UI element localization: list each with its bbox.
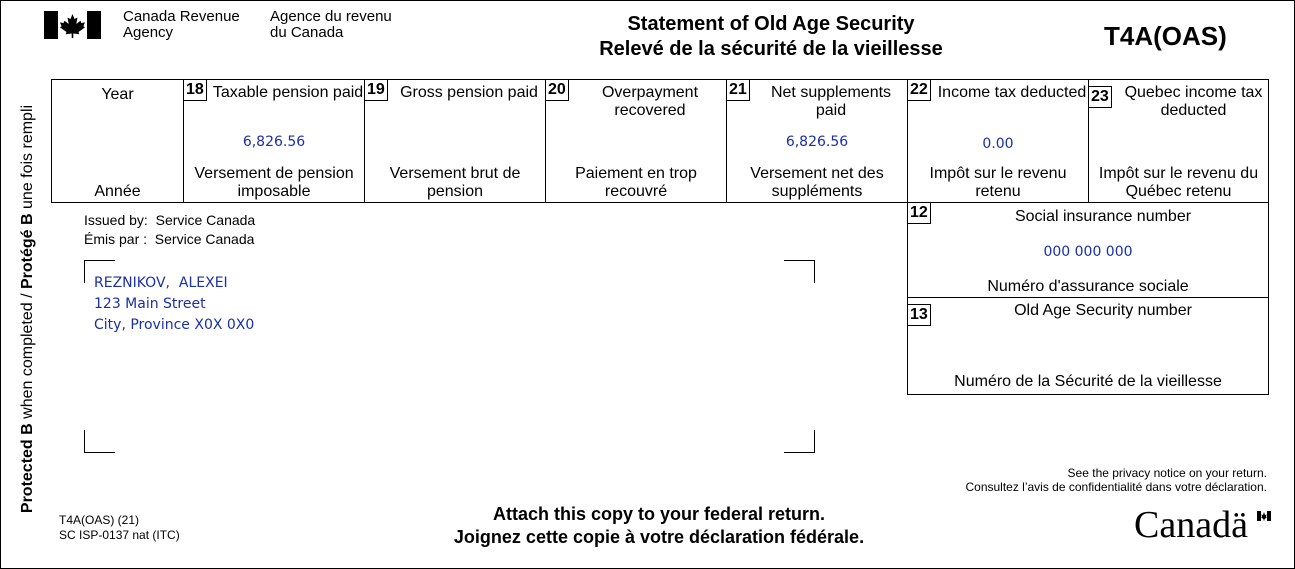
box-18-label-en: Taxable pension paid <box>212 84 364 101</box>
issued-by-value: Service Canada <box>155 212 256 228</box>
form-ref: SC ISP-0137 nat (ITC) <box>59 528 180 542</box>
wordmark-flag-icon <box>1257 511 1271 521</box>
agency-name-en <box>123 9 240 41</box>
box-21-value: 6,826.56 <box>785 134 849 150</box>
issued-by-label: Issued by: <box>84 212 148 228</box>
box-19 <box>364 79 546 203</box>
box-13-number: 13 <box>908 304 931 326</box>
box-20-label-en: Overpayment recovered <box>601 84 699 119</box>
recipient-street: 123 Main Street <box>94 296 206 312</box>
privacy-notice <box>861 466 1267 494</box>
privacy-notice-en: See the privacy notice on your return. <box>1067 466 1267 480</box>
box-13 <box>907 297 1269 395</box>
box-21-label-en: Net supplements paid <box>770 84 892 119</box>
protected-b-en-rest: when completed / <box>19 289 36 424</box>
box-19-number: 19 <box>365 80 388 101</box>
box-13-label-fr: Numéro de la Sécurité de la vieillesse <box>954 373 1222 390</box>
canada-wordmark <box>1134 504 1248 546</box>
address-corner-bottom-right <box>784 430 815 453</box>
box-18-label-fr: Versement de pension imposable <box>194 165 354 200</box>
box-23 <box>1088 79 1269 203</box>
box-12-label-en: Social insurance number <box>1014 208 1192 225</box>
box-23-label-en: Quebec income tax deducted <box>1124 84 1263 119</box>
box-21 <box>726 79 908 203</box>
box-12-label-fr: Numéro d'assurance sociale <box>987 278 1189 295</box>
form-id: T4A(OAS) (21) <box>59 513 140 527</box>
box-22 <box>907 79 1089 203</box>
attach-instructions <box>409 503 909 549</box>
box-19-label-fr: Versement brut de pension <box>389 165 521 200</box>
box-year <box>51 79 184 203</box>
box-22-value: 0.00 <box>982 136 1014 152</box>
recipient-address <box>94 273 254 336</box>
form-code: T4A(OAS) <box>1104 21 1227 51</box>
box-18 <box>183 79 365 203</box>
agency-fr-line2: du Canada <box>270 24 344 41</box>
box-20 <box>545 79 727 203</box>
address-corner-bottom-left <box>84 430 115 453</box>
agency-name-fr <box>270 9 392 41</box>
box-12-number: 12 <box>908 203 931 224</box>
box-20-label-fr: Paiement en trop recouvré <box>575 165 697 200</box>
emis-par-label: Émis par : <box>84 231 148 247</box>
emis-par-value: Service Canada <box>154 231 255 247</box>
box-22-label-en: Income tax deducted <box>937 84 1087 101</box>
box-23-number: 23 <box>1089 86 1112 108</box>
box-12-value: 000 000 000 <box>1043 244 1133 260</box>
canada-wordmark-text: Canadä <box>1134 504 1248 546</box>
attach-en: Attach this copy to your federal return. <box>492 504 826 524</box>
canada-flag-icon <box>44 11 101 39</box>
agency-en-line1: Canada Revenue <box>123 8 240 25</box>
box-21-number: 21 <box>727 80 750 101</box>
box-12 <box>907 202 1269 298</box>
year-label-fr: Année <box>94 183 141 200</box>
protected-b-fr-rest: une fois rempli <box>19 104 36 214</box>
protected-b-notice <box>17 69 39 549</box>
box-18-number: 18 <box>184 80 207 101</box>
address-corner-top-right <box>784 260 815 283</box>
box-20-number: 20 <box>546 80 569 101</box>
year-label-en: Year <box>101 86 134 103</box>
title-en: Statement of Old Age Security <box>627 13 915 35</box>
form-identifier <box>59 513 180 543</box>
box-21-label-fr: Versement net des suppléments <box>750 165 884 200</box>
box-23-label-fr: Impôt sur le revenu du Québec retenu <box>1098 165 1259 200</box>
box-22-label-fr: Impôt sur le revenu retenu <box>929 165 1067 200</box>
recipient-name: REZNIKOV, ALEXEI <box>94 275 228 291</box>
box-13-label-en: Old Age Security number <box>1014 302 1192 319</box>
box-22-number: 22 <box>908 80 931 101</box>
protected-b-fr: Protégé B <box>19 213 36 289</box>
agency-en-line2: Agency <box>123 24 174 41</box>
privacy-notice-fr: Consultez l’avis de confidentialité dans votre déclaration. <box>965 480 1267 494</box>
box-18-value: 6,826.56 <box>242 134 306 150</box>
attach-fr: Joignez cette copie à votre déclaration fédérale. <box>453 527 865 547</box>
recipient-city: City, Province X0X 0X0 <box>94 317 255 333</box>
agency-fr-line1: Agence du revenu <box>270 8 392 25</box>
box-19-label-en: Gross pension paid <box>400 84 538 101</box>
issuer-block <box>84 211 255 249</box>
protected-b-en: Protected B <box>19 423 36 514</box>
title-fr: Relevé de la sécurité de la vieillesse <box>599 38 943 60</box>
